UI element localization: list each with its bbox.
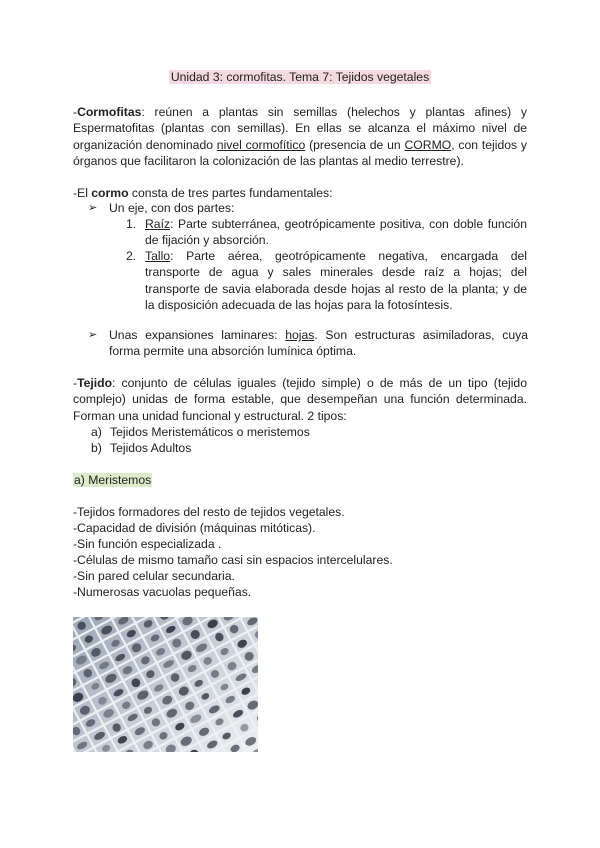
- meristemos-line: -Tejidos formadores del resto de tejidos vegetales.: [73, 505, 345, 519]
- cormofitas-text-1: : reúnen a plantas sin semillas (helechos y plantas afines) y Espermatofitas (plantas con semillas). En ellas se alcanza el máximo nivel de organización denominado: [73, 105, 527, 152]
- cell-nucleus: [214, 631, 225, 643]
- cormo-bold-term: cormo: [91, 186, 129, 200]
- meristemos-line: -Capacidad de división (máquinas mitóticas).: [73, 521, 316, 535]
- tejido-term: Tejido: [77, 376, 113, 390]
- tallo-description: : Parte aérea, geotrópicamente negativa, encargada del transporte de agua y sales minerales desde raíz a hojas; del transporte de savia elaborada desde hojas al resto de la planta; y de la disposición adecuada de las hojas para la fotosíntesis.: [145, 249, 527, 312]
- cell-nucleus: [73, 725, 82, 736]
- meristemos-heading-text: a) Meristemos: [74, 473, 152, 487]
- tejido-type-b: [91, 440, 491, 456]
- expansiones-post: . Son estructuras asimiladoras, cuya forma permite una absorción lumínica óptima.: [109, 328, 528, 359]
- cell-wall: [255, 637, 258, 658]
- cell-nucleus: [73, 676, 78, 689]
- cell-nucleus: [125, 628, 137, 638]
- arrow-bullet-icon: ➢: [88, 202, 98, 214]
- cell-nucleus: [84, 718, 96, 729]
- cormofitas-term: Cormofitas: [77, 105, 142, 119]
- meristem-micrograph-image: [73, 617, 258, 752]
- cell-nucleus: [121, 665, 133, 676]
- cell-nucleus: [219, 647, 230, 657]
- meristem-cells-illustration: [73, 617, 258, 752]
- cell-nucleus: [90, 646, 103, 658]
- list-item-raiz-text: [145, 216, 527, 249]
- cormofitas-prefix: -: [73, 105, 78, 119]
- cell-nucleus: [206, 739, 219, 750]
- cell-nucleus: [90, 682, 100, 691]
- bullet-expansiones-text: [109, 327, 528, 360]
- cell-nucleus: [239, 722, 250, 733]
- meristemos-heading: [73, 472, 152, 488]
- cell-nucleus: [234, 672, 247, 683]
- cell-nucleus: [97, 695, 108, 706]
- cormo-intro-text: consta de tres partes fundamentales:: [128, 186, 333, 200]
- cormo-intro: [73, 185, 527, 201]
- cell-nucleus: [208, 704, 221, 715]
- cell-nucleus: [243, 650, 255, 662]
- cell-nucleus: [76, 620, 87, 631]
- arrow-bullet-icon: ➢: [88, 329, 98, 341]
- cell-nucleus: [98, 660, 110, 671]
- cell-nucleus: [111, 722, 122, 733]
- list-item-tallo-text: [145, 248, 527, 313]
- tejido-prefix: -: [73, 376, 78, 390]
- cell-nucleus: [130, 642, 143, 654]
- cormo-term: CORMO: [404, 137, 452, 152]
- cell-nucleus: [195, 642, 209, 654]
- cell-nucleus: [188, 748, 201, 752]
- cell-nucleus: [145, 669, 156, 680]
- tejido-text: : conjunto de células iguales (tejido simple) o de más de un tipo (tejido complejo) unidas de forma estable, que desempeñan una función determinada. Forman una unidad funcional y estructural. 2 tipos:: [73, 376, 527, 423]
- cell-nucleus: [246, 699, 258, 712]
- cell-nucleus: [187, 664, 198, 674]
- raiz-term: Raíz: [145, 217, 171, 231]
- meristemos-line: -Numerosas vacuolas pequeñas.: [73, 585, 252, 599]
- cell-nucleus: [133, 726, 146, 737]
- list-number: 2.: [126, 249, 137, 263]
- cell-nucleus: [101, 743, 111, 752]
- cormofitas-text-3: , con tejidos y órganos que facilitaron la colonización de las plantas al medio terrestre).: [73, 137, 527, 168]
- bullet-eje-text: Un eje, con dos partes:: [109, 201, 235, 215]
- cell-nucleus: [209, 669, 220, 680]
- bullet-eje: [88, 200, 528, 216]
- cell-nucleus: [158, 731, 169, 741]
- cell-nucleus: [174, 721, 186, 732]
- cell-nucleus: [110, 638, 121, 648]
- cell-nucleus: [240, 686, 251, 696]
- cell-nucleus: [219, 682, 229, 691]
- cell-nucleus: [100, 624, 114, 637]
- tejido-type-a: [91, 424, 491, 440]
- type-letter: b): [91, 441, 102, 455]
- cell-nucleus: [83, 634, 94, 644]
- cell-nucleus: [236, 638, 248, 649]
- raiz-description: : Parte subterránea, geotrópicamente positiva, con doble función de fijación y absorción.: [145, 217, 527, 248]
- cell-nucleus: [76, 740, 89, 751]
- nivel-cormofitico-term: nivel cormofítico: [216, 137, 306, 152]
- page-title: [0, 69, 600, 85]
- cell-nucleus: [181, 617, 194, 627]
- cell-nucleus: [112, 687, 124, 697]
- list-item-raiz: [126, 216, 527, 249]
- cell-nucleus: [226, 660, 238, 672]
- bullet-expansiones: [88, 327, 528, 360]
- meristemos-line: -Sin función especializada .: [73, 537, 222, 551]
- hojas-term: hojas: [285, 328, 315, 342]
- cell-nucleus: [165, 624, 177, 634]
- cell-nucleus: [117, 617, 130, 626]
- cell-nucleus: [142, 619, 153, 629]
- title-text: Unidad 3: cormofitas. Tema 7: Tejidos vegetales: [170, 70, 430, 84]
- cell-nucleus: [171, 637, 183, 649]
- cell-nucleus: [93, 730, 106, 741]
- cell-nucleus: [140, 655, 151, 666]
- cell-nucleus: [116, 734, 128, 745]
- cell-nucleus: [126, 712, 138, 722]
- cell-nucleus: [93, 617, 104, 622]
- cell-nucleus: [155, 647, 167, 657]
- type-label: Tejidos Meristemáticos o meristemos: [110, 425, 310, 439]
- cell-nucleus: [177, 685, 190, 698]
- list-number: 1.: [126, 217, 137, 231]
- cell-nucleus: [232, 708, 245, 719]
- cell-nucleus: [73, 643, 77, 653]
- cell-nucleus: [130, 677, 142, 689]
- cell-nucleus: [214, 717, 225, 727]
- cell-nucleus: [189, 713, 203, 725]
- cell-nucleus: [153, 683, 165, 693]
- cell-nucleus: [164, 743, 177, 752]
- cell-nucleus: [189, 628, 201, 640]
- cell-nucleus: [150, 717, 161, 728]
- cell-wall: [73, 708, 79, 729]
- cell-nucleus: [193, 678, 204, 688]
- cell-wall: [253, 672, 258, 693]
- cormo-prefix: -El: [73, 186, 92, 200]
- cell-nucleus: [228, 623, 240, 634]
- cell-nucleus: [82, 667, 93, 679]
- cell-nucleus: [229, 743, 241, 752]
- cell-nucleus: [202, 656, 213, 667]
- cell-nucleus: [253, 628, 258, 641]
- cell-nucleus: [250, 663, 258, 675]
- cell-nucleus: [221, 731, 232, 741]
- expansiones-pre: Unas expansiones laminares:: [109, 328, 286, 342]
- cormofitas-paragraph: [73, 104, 527, 169]
- type-letter: a): [91, 425, 102, 439]
- cell-nucleus: [224, 694, 236, 704]
- cell-nucleus: [246, 617, 258, 627]
- cell-nucleus: [114, 652, 126, 662]
- cell-nucleus: [121, 700, 132, 710]
- cell-nucleus: [159, 617, 171, 621]
- cell-nucleus: [200, 692, 210, 701]
- meristemos-line: -Células de mismo tamaño casi sin espacios intercelulares.: [73, 553, 393, 567]
- cell-nucleus: [143, 705, 154, 715]
- list-item-tallo: [126, 248, 527, 313]
- tallo-term: Tallo: [145, 249, 171, 263]
- tejido-paragraph: [73, 375, 527, 424]
- cell-nucleus: [161, 694, 174, 706]
- cell-nucleus: [198, 726, 211, 738]
- meristemos-line: -Sin pared celular secundaria.: [73, 569, 235, 583]
- cormofitas-text-2: (presencia de un: [305, 137, 405, 152]
- type-label: Tejidos Adultos: [110, 441, 192, 455]
- cell-nucleus: [149, 633, 160, 643]
